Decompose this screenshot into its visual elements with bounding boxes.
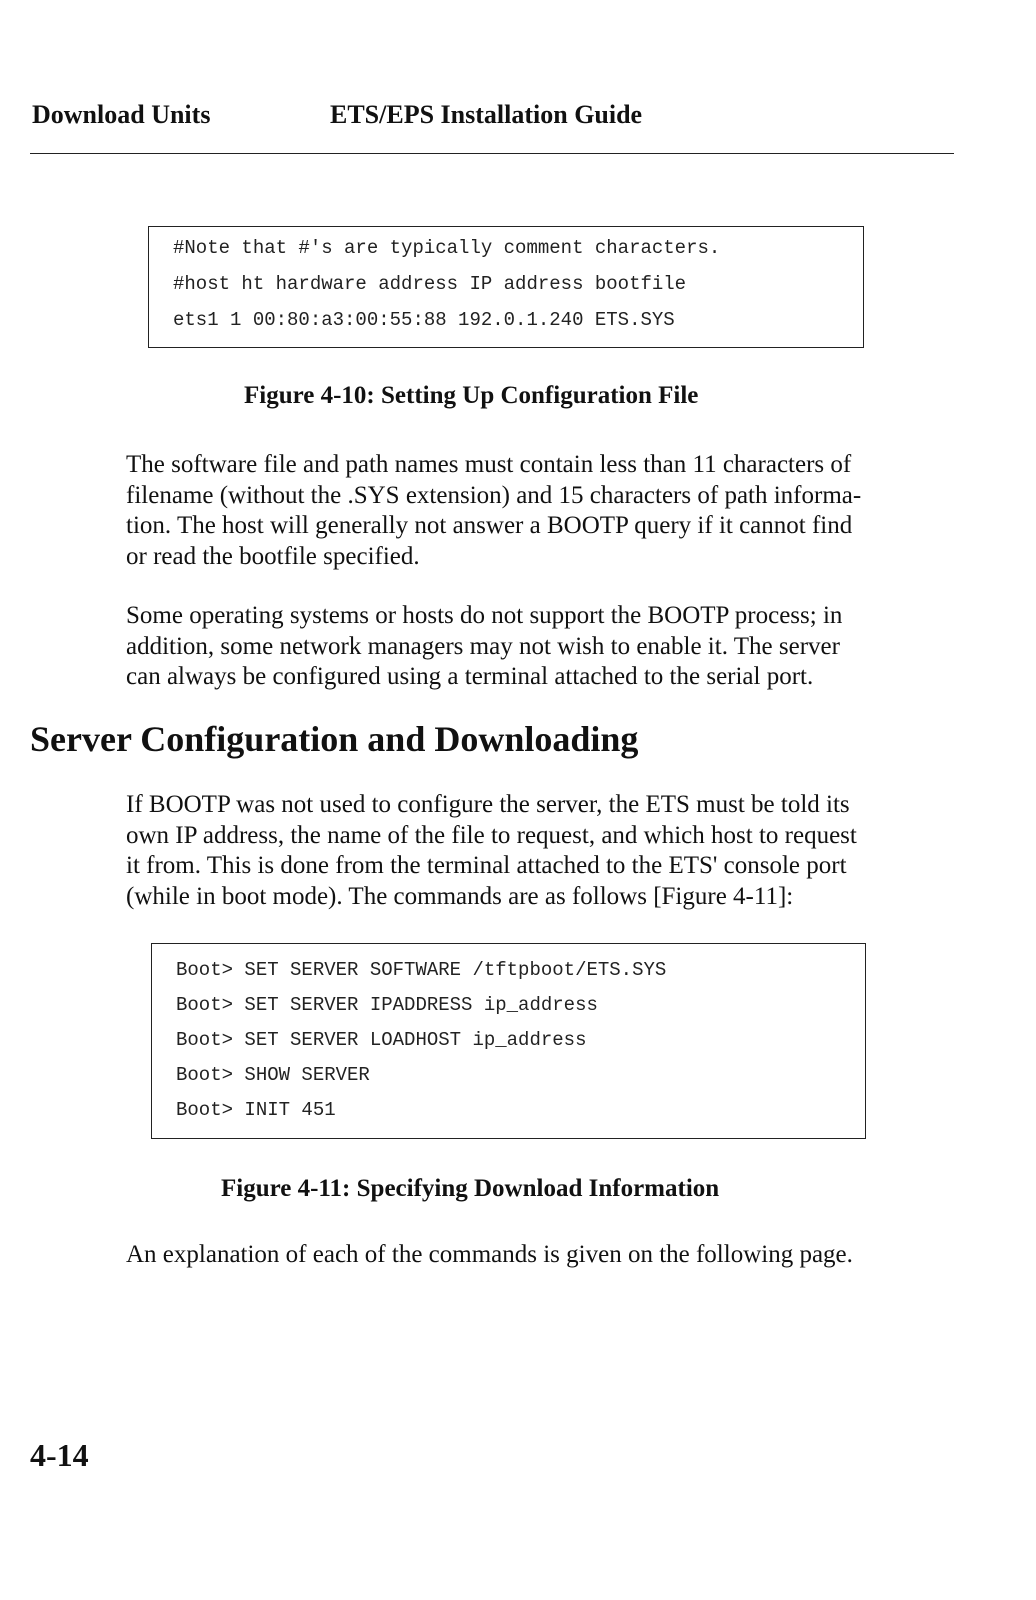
figure-4-10-caption: Figure 4-10: Setting Up Configuration File — [244, 382, 699, 409]
paragraph-line: The software file and path names must contain less than 11 characters of — [126, 451, 852, 478]
body-paragraph — [126, 1240, 956, 1271]
figure-4-11-caption: Figure 4-11: Specifying Download Information — [221, 1175, 720, 1202]
code-line: Boot> INIT 451 — [176, 1099, 336, 1121]
code-line: Boot> SET SERVER IPADDRESS ip_address — [176, 994, 598, 1016]
header-divider — [30, 153, 954, 154]
code-line: Boot> SHOW SERVER — [176, 1064, 370, 1086]
body-paragraph — [126, 450, 956, 572]
body-paragraph — [126, 601, 956, 693]
paragraph-line: own IP address, the name of the file to request, and which host to request — [126, 821, 857, 849]
code-line: #host ht hardware address IP address bootfile — [173, 273, 687, 295]
paragraph-line: (while in boot mode). The commands are as follows [Figure 4-11]: — [126, 882, 794, 910]
paragraph-line: An explanation of each of the commands is given on the following page. — [126, 1241, 853, 1268]
download-commands-code-box — [151, 943, 866, 1139]
paragraph-line: Some operating systems or hosts do not support the BOOTP process; in — [126, 602, 843, 629]
paragraph-line: filename (without the .SYS extension) and 15 characters of path informa- — [126, 481, 862, 509]
page-number: 4-14 — [30, 1437, 89, 1473]
paragraph-line: can always be configured using a terminal attached to the serial port. — [126, 663, 814, 690]
paragraph-line: addition, some network managers may not wish to enable it. The server — [126, 632, 840, 660]
paragraph-line: tion. The host will generally not answer a BOOTP query if it cannot find — [126, 512, 853, 539]
code-line: ets1 1 00:80:a3:00:55:88 192.0.1.240 ETS.SYS — [173, 309, 675, 331]
code-line: Boot> SET SERVER LOADHOST ip_address — [176, 1029, 587, 1051]
section-heading: Server Configuration and Downloading — [30, 719, 639, 759]
header-guide-title: ETS/EPS Installation Guide — [330, 100, 643, 129]
paragraph-line: it from. This is done from the terminal attached to the ETS' console port — [126, 852, 847, 879]
body-paragraph — [126, 790, 956, 912]
code-line: Boot> SET SERVER SOFTWARE /tftpboot/ETS.SYS — [176, 959, 667, 981]
code-line: #Note that #'s are typically comment characters. — [173, 237, 721, 259]
paragraph-line: If BOOTP was not used to configure the server, the ETS must be told its — [126, 791, 850, 818]
paragraph-line: or read the bootfile specified. — [126, 542, 420, 570]
header-section-title: Download Units — [32, 100, 211, 129]
config-file-code-box — [148, 226, 864, 348]
